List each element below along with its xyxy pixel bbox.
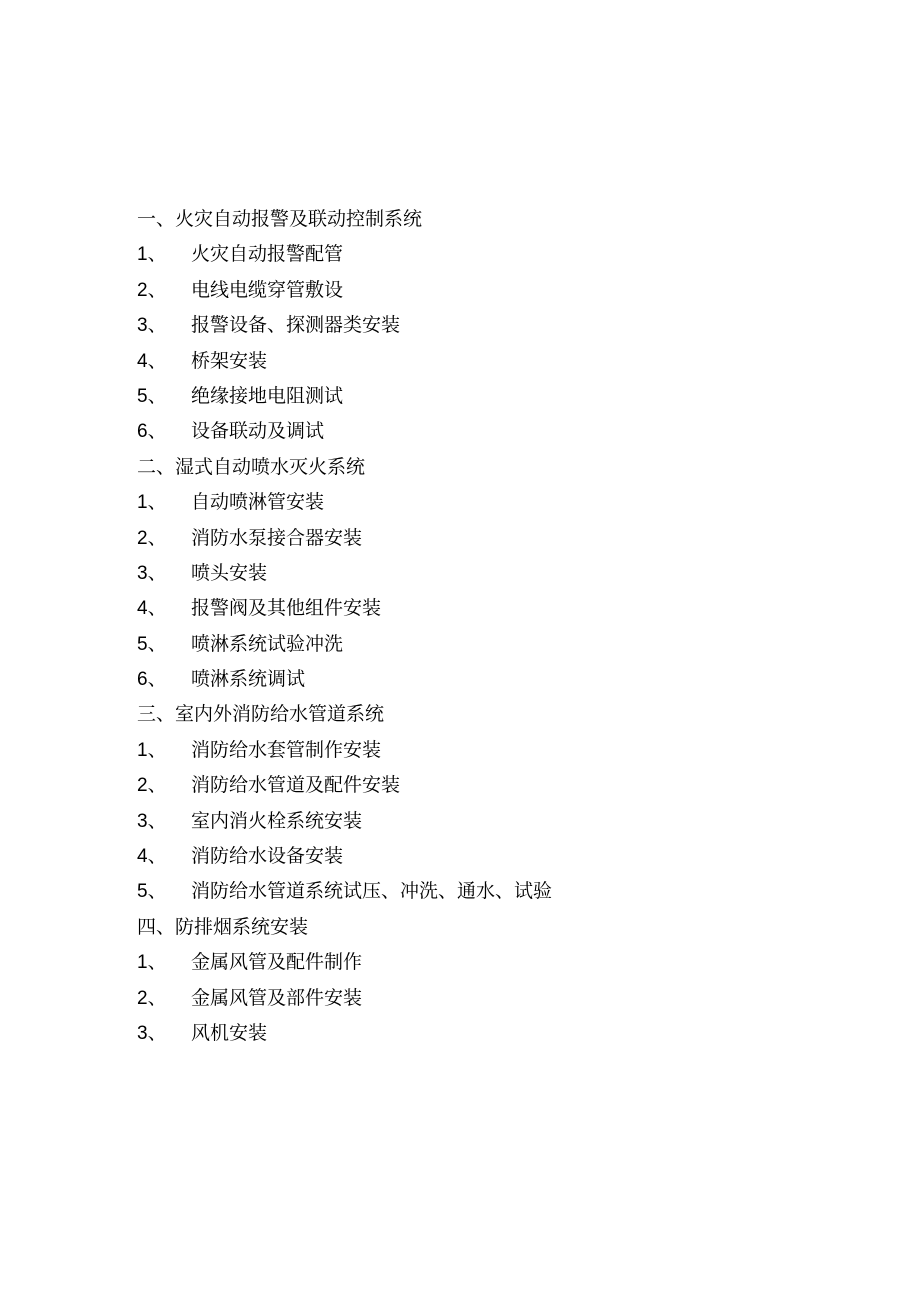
list-item — [137, 308, 857, 343]
item-text: 消防给水套管制作安装 — [191, 738, 382, 761]
item-number: 3、 — [137, 810, 167, 832]
item-text: 电线电缆穿管敷设 — [191, 278, 344, 301]
section-title: 二、湿式自动喷水灭火系统 — [137, 455, 366, 478]
list-item — [137, 1016, 857, 1051]
item-text: 喷头安装 — [191, 561, 268, 584]
list-item — [137, 485, 857, 520]
item-text: 报警设备、探测器类安装 — [191, 314, 401, 337]
item-text: 自动喷淋管安装 — [191, 491, 325, 514]
item-number: 4、 — [137, 350, 167, 372]
item-number: 3、 — [137, 562, 167, 584]
item-number: 6、 — [137, 421, 167, 443]
list-item — [137, 804, 857, 839]
item-number: 6、 — [137, 669, 167, 691]
section-smoke-control — [137, 910, 857, 1052]
item-text: 消防给水管道系统试压、冲洗、通水、试验 — [191, 880, 553, 903]
list-item — [137, 414, 857, 449]
item-text: 消防给水设备安装 — [191, 845, 344, 868]
list-item — [137, 556, 857, 591]
section-fire-alarm — [137, 202, 857, 450]
item-text: 金属风管及部件安装 — [191, 986, 363, 1009]
item-text: 报警阀及其他组件安装 — [191, 597, 382, 620]
item-text: 风机安装 — [191, 1021, 268, 1044]
list-item — [137, 237, 857, 272]
list-item — [137, 839, 857, 874]
item-text: 喷淋系统调试 — [191, 668, 306, 691]
item-number: 2、 — [137, 279, 167, 301]
list-item — [137, 591, 857, 626]
item-text: 喷淋系统试验冲洗 — [191, 632, 344, 655]
item-text: 桥架安装 — [191, 349, 268, 372]
document-body — [137, 202, 857, 1051]
list-item — [137, 273, 857, 308]
section-title: 一、火灾自动报警及联动控制系统 — [137, 208, 423, 230]
list-item — [137, 733, 857, 768]
item-number: 1、 — [137, 952, 167, 974]
item-number: 2、 — [137, 987, 167, 1009]
list-item — [137, 344, 857, 379]
item-text: 室内消火栓系统安装 — [191, 809, 363, 832]
list-item — [137, 981, 857, 1016]
item-text: 消防水泵接合器安装 — [191, 526, 363, 549]
item-number: 1、 — [137, 492, 167, 514]
section-sprinkler — [137, 450, 857, 698]
item-number: 1、 — [137, 739, 167, 761]
item-text: 消防给水管道及配件安装 — [191, 774, 401, 797]
item-number: 2、 — [137, 775, 167, 797]
section-title: 三、室内外消防给水管道系统 — [137, 703, 385, 726]
item-text: 绝缘接地电阻测试 — [191, 384, 344, 407]
item-number: 2、 — [137, 527, 167, 549]
item-text: 火灾自动报警配管 — [191, 243, 344, 266]
item-number: 5、 — [137, 881, 167, 903]
list-item — [137, 627, 857, 662]
list-item — [137, 379, 857, 414]
item-number: 5、 — [137, 633, 167, 655]
list-item — [137, 945, 857, 980]
item-text: 金属风管及配件制作 — [191, 951, 363, 974]
item-text: 设备联动及调试 — [191, 420, 325, 443]
section-title: 四、防排烟系统安装 — [137, 915, 309, 938]
item-number: 5、 — [137, 385, 167, 407]
item-number: 3、 — [137, 1022, 167, 1044]
list-item — [137, 521, 857, 556]
list-item — [137, 768, 857, 803]
item-number: 4、 — [137, 598, 167, 620]
list-item — [137, 874, 857, 909]
item-number: 3、 — [137, 315, 167, 337]
item-number: 4、 — [137, 846, 167, 868]
item-number: 1、 — [137, 244, 167, 266]
section-fire-water-supply — [137, 697, 857, 909]
list-item — [137, 662, 857, 697]
